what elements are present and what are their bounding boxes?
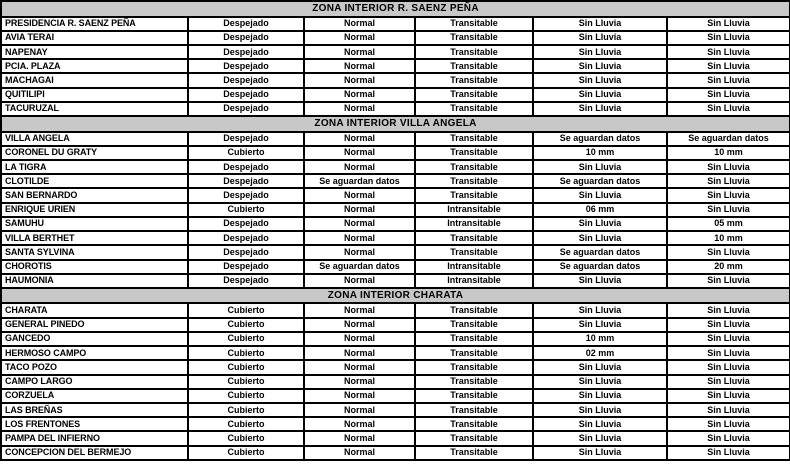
rainfall-cell-2: Sin Lluvia [667, 303, 790, 317]
passability-cell: Transitable [415, 403, 533, 417]
sky-condition-cell: Cubierto [188, 346, 304, 360]
sky-condition-cell: Despejado [188, 73, 304, 87]
location-cell: CLOTILDE [1, 174, 188, 188]
rainfall-cell-2: Sin Lluvia [667, 73, 790, 87]
sky-condition-cell: Cubierto [188, 431, 304, 445]
location-cell: PCIA. PLAZA [1, 59, 188, 73]
location-cell: AVIA TERAI [1, 31, 188, 45]
route-status-cell: Normal [304, 59, 415, 73]
passability-cell: Transitable [415, 102, 533, 116]
rainfall-cell-1: Sin Lluvia [533, 431, 667, 445]
rainfall-cell-1: Sin Lluvia [533, 88, 667, 102]
passability-cell: Transitable [415, 231, 533, 245]
sky-condition-cell: Cubierto [188, 417, 304, 431]
route-status-cell: Normal [304, 231, 415, 245]
route-status-cell: Normal [304, 360, 415, 374]
route-status-cell: Normal [304, 403, 415, 417]
location-cell: SAMUHU [1, 217, 188, 231]
section-header-row [1, 116, 790, 132]
sky-condition-cell: Cubierto [188, 303, 304, 317]
rainfall-cell-1: 10 mm [533, 146, 667, 160]
location-cell: GENERAL PINEDO [1, 318, 188, 332]
rainfall-cell-2: Sin Lluvia [667, 375, 790, 389]
location-cell: NAPENAY [1, 45, 188, 59]
rainfall-cell-1: Sin Lluvia [533, 188, 667, 202]
passability-cell: Transitable [415, 174, 533, 188]
location-cell: MACHAGAI [1, 73, 188, 87]
route-status-cell: Normal [304, 88, 415, 102]
route-status-cell: Normal [304, 389, 415, 403]
route-status-cell: Normal [304, 431, 415, 445]
rainfall-cell-2: Sin Lluvia [667, 360, 790, 374]
passability-cell: Transitable [415, 160, 533, 174]
rainfall-cell-2: Sin Lluvia [667, 31, 790, 45]
location-cell: CONCEPCION DEL BERMEJO [1, 446, 188, 460]
route-status-cell: Normal [304, 332, 415, 346]
location-cell: HERMOSO CAMPO [1, 346, 188, 360]
rainfall-cell-2: 20 mm [667, 260, 790, 274]
location-cell: ENRIQUE URIEN [1, 203, 188, 217]
rainfall-cell-2: 05 mm [667, 217, 790, 231]
rainfall-cell-2: Sin Lluvia [667, 389, 790, 403]
table-row [1, 146, 790, 160]
location-cell: VILLA ANGELA [1, 132, 188, 146]
route-status-cell: Se aguardan datos [304, 260, 415, 274]
table-row [1, 73, 790, 87]
sky-condition-cell: Despejado [188, 45, 304, 59]
sky-condition-cell: Despejado [188, 231, 304, 245]
passability-cell: Transitable [415, 303, 533, 317]
location-cell: CHARATA [1, 303, 188, 317]
passability-cell: Transitable [415, 446, 533, 460]
passability-cell: Transitable [415, 346, 533, 360]
table-row [1, 31, 790, 45]
table-row [1, 360, 790, 374]
table-row [1, 446, 790, 460]
table-row [1, 17, 790, 31]
table-body [1, 1, 790, 460]
rainfall-cell-1: Sin Lluvia [533, 274, 667, 288]
passability-cell: Intransitable [415, 217, 533, 231]
sky-condition-cell: Cubierto [188, 318, 304, 332]
rainfall-cell-1: Sin Lluvia [533, 389, 667, 403]
table-row [1, 403, 790, 417]
route-status-cell: Normal [304, 45, 415, 59]
rainfall-cell-1: Se aguardan datos [533, 245, 667, 259]
rainfall-cell-2: Sin Lluvia [667, 403, 790, 417]
route-status-cell: Normal [304, 203, 415, 217]
rainfall-cell-2: Sin Lluvia [667, 318, 790, 332]
sky-condition-cell: Despejado [188, 17, 304, 31]
passability-cell: Transitable [415, 245, 533, 259]
rainfall-cell-1: Sin Lluvia [533, 231, 667, 245]
section-header-row [1, 1, 790, 17]
sky-condition-cell: Cubierto [188, 446, 304, 460]
rainfall-cell-1: Sin Lluvia [533, 360, 667, 374]
route-status-cell: Normal [304, 346, 415, 360]
location-cell: PAMPA DEL INFIERNO [1, 431, 188, 445]
sky-condition-cell: Despejado [188, 160, 304, 174]
route-status-cell: Normal [304, 318, 415, 332]
rainfall-cell-1: Sin Lluvia [533, 417, 667, 431]
rainfall-cell-1: Sin Lluvia [533, 303, 667, 317]
rainfall-cell-2: Sin Lluvia [667, 431, 790, 445]
sky-condition-cell: Cubierto [188, 332, 304, 346]
rainfall-cell-2: 10 mm [667, 231, 790, 245]
location-cell: LOS FRENTONES [1, 417, 188, 431]
location-cell: PRESIDENCIA R. SAENZ PEÑA [1, 17, 188, 31]
location-cell: CORONEL DU GRATY [1, 146, 188, 160]
rainfall-cell-1: Sin Lluvia [533, 31, 667, 45]
location-cell: QUITILIPI [1, 88, 188, 102]
rainfall-cell-2: Se aguardan datos [667, 132, 790, 146]
route-status-cell: Normal [304, 245, 415, 259]
table-row [1, 217, 790, 231]
location-cell: LAS BREÑAS [1, 403, 188, 417]
passability-cell: Intransitable [415, 203, 533, 217]
rainfall-cell-2: Sin Lluvia [667, 332, 790, 346]
sky-condition-cell: Cubierto [188, 146, 304, 160]
rainfall-cell-1: Sin Lluvia [533, 403, 667, 417]
location-cell: LA TIGRA [1, 160, 188, 174]
table-row [1, 375, 790, 389]
rainfall-cell-2: Sin Lluvia [667, 45, 790, 59]
table-row [1, 431, 790, 445]
passability-cell: Transitable [415, 59, 533, 73]
route-status-cell: Se aguardan datos [304, 174, 415, 188]
table-row [1, 102, 790, 116]
table-row [1, 417, 790, 431]
passability-cell: Transitable [415, 188, 533, 202]
passability-cell: Transitable [415, 431, 533, 445]
location-cell: CORZUELA [1, 389, 188, 403]
rainfall-cell-1: Se aguardan datos [533, 260, 667, 274]
rainfall-cell-1: Sin Lluvia [533, 59, 667, 73]
route-status-cell: Normal [304, 188, 415, 202]
sky-condition-cell: Despejado [188, 217, 304, 231]
table-row [1, 188, 790, 202]
passability-cell: Transitable [415, 17, 533, 31]
table-row [1, 274, 790, 288]
table-row [1, 332, 790, 346]
sky-condition-cell: Despejado [188, 260, 304, 274]
passability-cell: Transitable [415, 73, 533, 87]
location-cell: VILLA BERTHET [1, 231, 188, 245]
sky-condition-cell: Despejado [188, 31, 304, 45]
location-cell: SANTA SYLVINA [1, 245, 188, 259]
route-status-cell: Normal [304, 146, 415, 160]
passability-cell: Intransitable [415, 260, 533, 274]
passability-cell: Transitable [415, 375, 533, 389]
location-cell: GANCEDO [1, 332, 188, 346]
sky-condition-cell: Cubierto [188, 360, 304, 374]
route-status-cell: Normal [304, 217, 415, 231]
rainfall-cell-1: Sin Lluvia [533, 217, 667, 231]
rainfall-cell-2: Sin Lluvia [667, 17, 790, 31]
rainfall-cell-2: Sin Lluvia [667, 102, 790, 116]
section-title: ZONA INTERIOR VILLA ANGELA [1, 116, 790, 132]
sky-condition-cell: Despejado [188, 174, 304, 188]
table-row [1, 88, 790, 102]
rainfall-cell-1: 02 mm [533, 346, 667, 360]
table-row [1, 160, 790, 174]
passability-cell: Transitable [415, 88, 533, 102]
route-status-cell: Normal [304, 375, 415, 389]
sky-condition-cell: Cubierto [188, 389, 304, 403]
rainfall-cell-1: Se aguardan datos [533, 174, 667, 188]
rainfall-cell-1: Sin Lluvia [533, 446, 667, 460]
rainfall-cell-1: Se aguardan datos [533, 132, 667, 146]
location-cell: TACURUZAL [1, 102, 188, 116]
table-row [1, 45, 790, 59]
rainfall-cell-2: Sin Lluvia [667, 160, 790, 174]
rainfall-cell-1: Sin Lluvia [533, 45, 667, 59]
passability-cell: Transitable [415, 360, 533, 374]
rainfall-cell-2: Sin Lluvia [667, 245, 790, 259]
rainfall-cell-1: Sin Lluvia [533, 160, 667, 174]
sky-condition-cell: Despejado [188, 88, 304, 102]
location-cell: TACO POZO [1, 360, 188, 374]
route-status-cell: Normal [304, 446, 415, 460]
passability-cell: Transitable [415, 132, 533, 146]
rainfall-cell-2: Sin Lluvia [667, 188, 790, 202]
rainfall-cell-2: Sin Lluvia [667, 346, 790, 360]
rainfall-cell-2: Sin Lluvia [667, 203, 790, 217]
passability-cell: Transitable [415, 146, 533, 160]
rainfall-cell-2: Sin Lluvia [667, 88, 790, 102]
location-cell: HAUMONIA [1, 274, 188, 288]
table-row [1, 318, 790, 332]
sky-condition-cell: Despejado [188, 59, 304, 73]
rainfall-cell-2: Sin Lluvia [667, 274, 790, 288]
location-cell: CAMPO LARGO [1, 375, 188, 389]
rainfall-cell-2: 10 mm [667, 146, 790, 160]
route-status-cell: Normal [304, 160, 415, 174]
route-status-cell: Normal [304, 417, 415, 431]
passability-cell: Intransitable [415, 274, 533, 288]
route-status-cell: Normal [304, 132, 415, 146]
passability-cell: Transitable [415, 389, 533, 403]
table-row [1, 303, 790, 317]
table-row [1, 203, 790, 217]
section-title: ZONA INTERIOR R. SAENZ PEÑA [1, 1, 790, 17]
route-status-cell: Normal [304, 73, 415, 87]
section-title: ZONA INTERIOR CHARATA [1, 288, 790, 304]
table-row [1, 346, 790, 360]
sky-condition-cell: Despejado [188, 102, 304, 116]
location-cell: SAN BERNARDO [1, 188, 188, 202]
table-row [1, 231, 790, 245]
rainfall-cell-2: Sin Lluvia [667, 446, 790, 460]
table-row [1, 132, 790, 146]
sky-condition-cell: Despejado [188, 274, 304, 288]
passability-cell: Transitable [415, 31, 533, 45]
location-cell: CHOROTIS [1, 260, 188, 274]
table-row [1, 260, 790, 274]
sky-condition-cell: Cubierto [188, 375, 304, 389]
route-status-cell: Normal [304, 17, 415, 31]
sky-condition-cell: Despejado [188, 132, 304, 146]
passability-cell: Transitable [415, 332, 533, 346]
table-row [1, 59, 790, 73]
passability-cell: Transitable [415, 318, 533, 332]
table-row [1, 245, 790, 259]
rainfall-cell-2: Sin Lluvia [667, 59, 790, 73]
sky-condition-cell: Despejado [188, 188, 304, 202]
rainfall-cell-1: 06 mm [533, 203, 667, 217]
sky-condition-cell: Cubierto [188, 403, 304, 417]
rainfall-cell-1: 10 mm [533, 332, 667, 346]
table-row [1, 389, 790, 403]
route-status-cell: Normal [304, 31, 415, 45]
rainfall-cell-1: Sin Lluvia [533, 375, 667, 389]
route-status-cell: Normal [304, 274, 415, 288]
route-status-cell: Normal [304, 102, 415, 116]
sky-condition-cell: Despejado [188, 245, 304, 259]
rainfall-cell-2: Sin Lluvia [667, 174, 790, 188]
section-header-row [1, 288, 790, 304]
rainfall-cell-1: Sin Lluvia [533, 73, 667, 87]
rainfall-cell-1: Sin Lluvia [533, 318, 667, 332]
rainfall-cell-2: Sin Lluvia [667, 417, 790, 431]
rainfall-cell-1: Sin Lluvia [533, 17, 667, 31]
route-status-cell: Normal [304, 303, 415, 317]
passability-cell: Transitable [415, 45, 533, 59]
sky-condition-cell: Cubierto [188, 203, 304, 217]
passability-cell: Transitable [415, 417, 533, 431]
rainfall-cell-1: Sin Lluvia [533, 102, 667, 116]
table-row [1, 174, 790, 188]
